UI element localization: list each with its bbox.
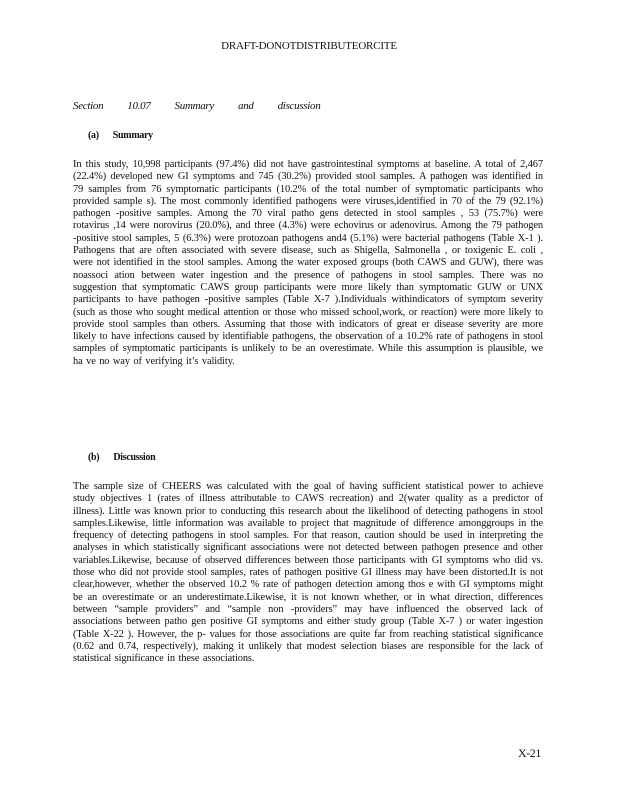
- discussion-paragraph: The sample size of CHEERS was calculated with the goal of having sufficient statistical power to achieve study objectives 1 (rates of illness attributable to CAWS recreation) and 2(water quality as a predictor of illness). Little was known prior to conducting this research about the likelihood of detecting pathogens in stool samples.Likewise, little information was available to project that magnitude of difference amonggroups in the frequency of detecting pathogens in stool samples. For that reason, caution should be used in interpreting the analyses in which statistically significant associations were not detected between pathogen presence and other variables.Likewise, because of observed differences between those participants with GI symptoms who did vs. those who did not provide stool samples, rates of pathogen positive GI illness may have been distorted.It is not clear,however, whether the observed 10.2 % rate of pathogen detection among thos e with GI symptoms might be an overestimate or an underestimate.Likewise, it is not known whether, or in what direction, differences between “sample providers” and “sample non -providers” may have influenced the observed lack of associations between patho gen positive GI symptoms and either study group (Table X-7 ) or water ingestion (Table X-22 ). However, the p- values for those associations are quite far from reaching statistical significance (0.62 and 0.74, respectively), making it unlikely that modest selection biases are responsible for the lack of statistical significance in these associations.: [73, 481, 543, 665]
- summary-heading: [88, 130, 153, 141]
- section-title-word-3: discussion: [277, 100, 321, 112]
- draft-notice-header: DRAFT-DONOTDISTRIBUTEORCITE: [221, 40, 397, 52]
- section-number: 10.07: [127, 100, 151, 112]
- summary-heading-title: Summary: [112, 130, 153, 141]
- summary-paragraph: In this study, 10,998 participants (97.4%) did not have gastrointestinal symptoms at baseline. A total of 2,467 (22.4%) developed new GI symptoms and 745 (30.2%) provided stool samples. A pathogen was identified in 79 samples from 76 symptomatic participants (10.2% of the total number of symptomatic participants who provided sample s). The most commonly identified pathogens were viruses,identified in 70 of the 79 (92.1%) pathogen -positive samples. Among the 70 viral patho gens detected in stool samples , 53 (75.7%) were rotavirus ,14 were norovirus (20.0%), and three (4.3%) were echovirus or adenovirus. Among the 79 pathogen -positive stool samples, 5 (6.3%) were protozoan pathogens and4 (5.1%) were bacterial pathogens (Table X-1 ). Pathogens that are often associated with severe disease, such as Shigella, Salmonella , or toxigenic E. coli , were not identified in the stool samples. Among the water exposed groups (both CAWS and GUW), there was noassoci ation between water ingestion and the presence of pathogens in stool samples. There was no suggestion that symptomatic CAWS group participants were more likely than symptomatic GUW or UNX participants to have pathogen -positive samples (Table X-7 ).Individuals withindicators of symptom severity (such as those who sought medical attention or those who missed school,work, or reaction) were more likely to provide stool samples than others. Assuming that those with indicators of great er disease severity are more likely to have infections caused by identifiable pathogens, the observation of a 10.2% rate of pathogens in stool samples of symptomatic participants is unlikely to be an overestimate. While this assumption is plausible, we ha ve no way of verifying it’s validity.: [73, 159, 543, 367]
- discussion-heading: [88, 452, 155, 463]
- discussion-heading-number: (b): [88, 452, 100, 463]
- section-label: Section: [73, 100, 104, 112]
- summary-heading-number: (a): [88, 130, 99, 141]
- page-number: X-21: [517, 746, 541, 760]
- section-heading: [73, 100, 344, 112]
- section-title-word-1: Summary: [174, 100, 214, 112]
- discussion-heading-title: Discussion: [113, 452, 156, 463]
- section-title-word-2: and: [238, 100, 254, 112]
